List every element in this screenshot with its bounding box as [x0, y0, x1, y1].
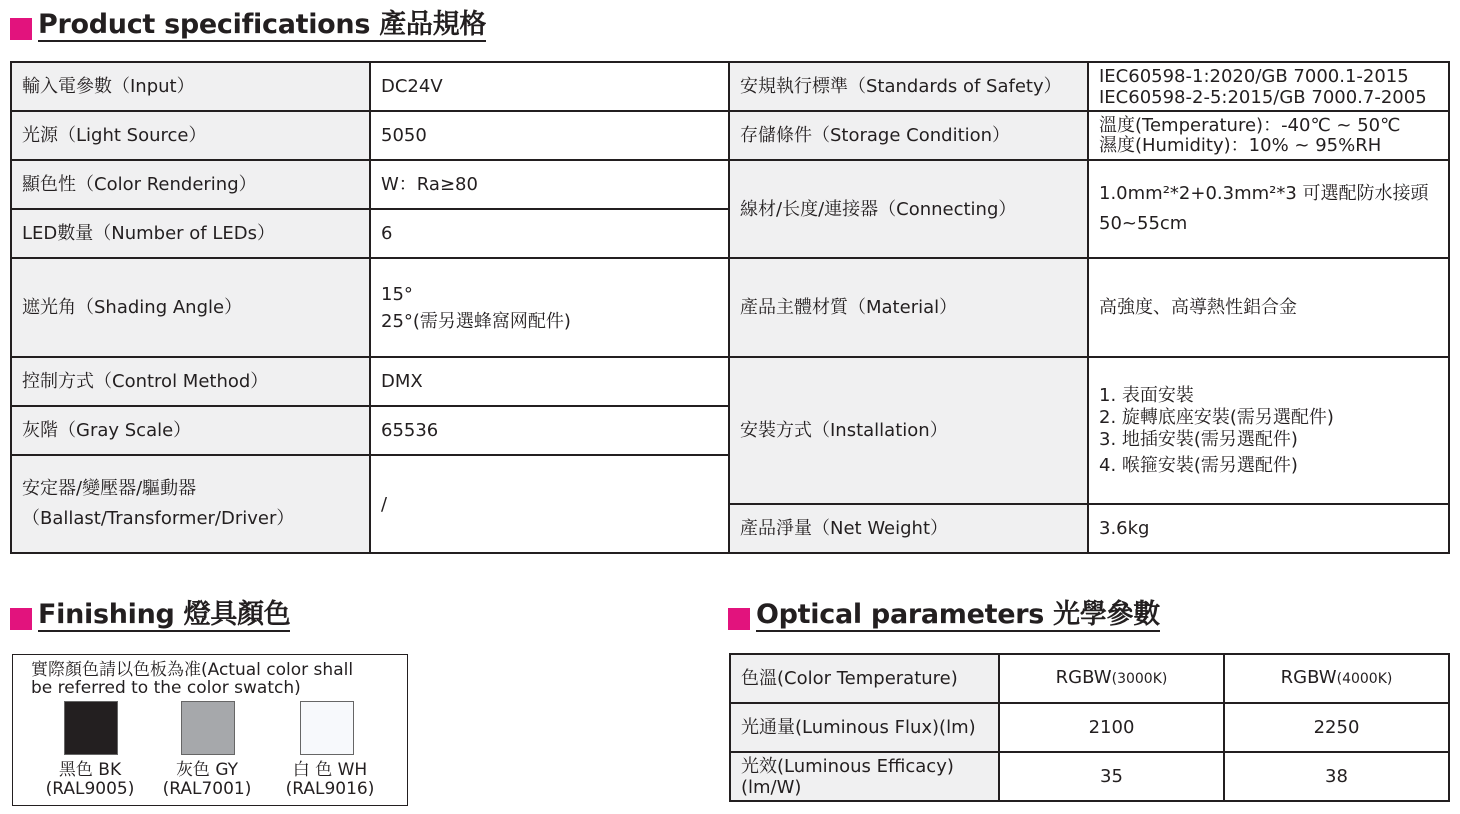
control-method-value: DMX — [370, 357, 729, 406]
luminous-flux-label: 光通量(Luminous Flux)(lm) — [730, 703, 999, 752]
swatch-black — [64, 701, 118, 755]
connecting-value-line: 50~55cm — [1099, 213, 1188, 234]
shading-angle-value-line: 25°(需另選蜂窩网配件) — [381, 310, 571, 332]
swatch-label-black — [35, 761, 145, 799]
swatch-gray — [181, 701, 235, 755]
safety-value — [1088, 62, 1449, 111]
finishing-heading — [10, 600, 290, 632]
column-header-suffix: (4000K) — [1336, 671, 1393, 687]
control-method-label: 控制方式（Control Method） — [11, 357, 370, 406]
optical-table — [729, 653, 1450, 802]
column-header-prefix: RGBW — [1055, 667, 1112, 688]
finishing-note-line: 實際顏色請以色板為准(Actual color shall — [31, 660, 354, 680]
column-header-suffix: (3000K) — [1111, 671, 1168, 687]
finishing-note-line: be referred to the color swatch) — [31, 678, 301, 698]
swatch-white — [300, 701, 354, 755]
driver-value: / — [370, 455, 729, 553]
storage-value — [1088, 111, 1449, 160]
gray-scale-value: 65536 — [370, 406, 729, 455]
finishing-note — [31, 661, 391, 697]
swatch-label-gray — [152, 761, 262, 799]
installation-line: 3. 地插安裝(需另選配件) — [1099, 428, 1298, 450]
column-header-3000k — [999, 654, 1224, 703]
storage-value-line: 濕度(Humidity)：10% ~ 95%RH — [1099, 134, 1382, 156]
installation-line: 1. 表面安裝 — [1099, 384, 1194, 406]
shading-angle-value-line: 15° — [381, 283, 413, 305]
storage-value-line: 溫度(Temperature)：-40℃ ~ 50℃ — [1099, 114, 1401, 136]
connecting-value — [1088, 160, 1449, 258]
accent-square-icon — [10, 18, 32, 40]
safety-value-line: IEC60598-2-5:2015/GB 7000.7-2005 — [1099, 86, 1427, 108]
input-label: 輸入電參數（Input） — [11, 62, 370, 111]
swatch-name: 白 色 WH — [292, 760, 368, 780]
material-label: 產品主體材質（Material） — [729, 258, 1088, 357]
column-header-4000k — [1224, 654, 1449, 703]
luminous-efficacy-3000k: 35 — [999, 752, 1224, 801]
swatch-name: 黑色 BK — [58, 760, 122, 780]
color-rendering-value: W：Ra≥80 — [370, 160, 729, 209]
finishing-heading-text: Finishing 燈具顏色 — [38, 599, 291, 630]
luminous-flux-3000k: 2100 — [999, 703, 1224, 752]
shading-angle-label: 遮光角（Shading Angle） — [11, 258, 370, 357]
net-weight-value: 3.6kg — [1088, 504, 1449, 553]
storage-label: 存儲條件（Storage Condition） — [729, 111, 1088, 160]
gray-scale-label: 灰階（Gray Scale） — [11, 406, 370, 455]
driver-label-line: 安定器/變壓器/驅動器 — [22, 478, 197, 499]
input-value: DC24V — [370, 62, 729, 111]
optical-heading — [728, 600, 1160, 632]
material-value: 高強度、高導熱性鋁合金 — [1088, 258, 1449, 357]
luminous-efficacy-4000k: 38 — [1224, 752, 1449, 801]
net-weight-label: 產品淨量（Net Weight） — [729, 504, 1088, 553]
optical-heading-text: Optical parameters 光學參數 — [756, 599, 1160, 630]
installation-value — [1088, 357, 1449, 504]
light-source-value: 5050 — [370, 111, 729, 160]
swatch-name: 灰色 GY — [175, 760, 239, 780]
number-of-leds-value: 6 — [370, 209, 729, 258]
shading-angle-value — [370, 258, 729, 357]
specs-heading — [10, 10, 486, 42]
swatch-code: (RAL7001) — [162, 779, 252, 799]
luminous-flux-4000k: 2250 — [1224, 703, 1449, 752]
safety-value-line: IEC60598-1:2020/GB 7000.1-2015 — [1099, 65, 1409, 87]
installation-line: 2. 旋轉底座安裝(需另選配件) — [1099, 406, 1334, 428]
swatch-code: (RAL9016) — [285, 779, 375, 799]
swatch-code: (RAL9005) — [45, 779, 135, 799]
light-source-label: 光源（Light Source） — [11, 111, 370, 160]
color-temperature-label: 色溫(Color Temperature) — [730, 654, 999, 703]
swatch-label-white — [275, 761, 385, 799]
installation-label: 安裝方式（Installation） — [729, 357, 1088, 504]
accent-square-icon — [10, 608, 32, 630]
luminous-efficacy-label: 光效(Luminous Efficacy)(lm/W) — [730, 752, 999, 801]
driver-label-line: （Ballast/Transformer/Driver） — [22, 508, 295, 529]
accent-square-icon — [728, 608, 750, 630]
color-rendering-label: 顯色性（Color Rendering） — [11, 160, 370, 209]
specs-heading-text: Product specifications 產品規格 — [38, 9, 487, 40]
number-of-leds-label: LED數量（Number of LEDs） — [11, 209, 370, 258]
specs-table — [10, 61, 1450, 554]
connecting-value-line: 1.0mm²*2+0.3mm²*3 可選配防水接頭 — [1099, 183, 1429, 204]
connecting-label: 線材/长度/連接器（Connecting） — [729, 160, 1088, 258]
installation-line: 4. 喉箍安裝(需另選配件) — [1099, 454, 1298, 476]
driver-label — [11, 455, 370, 553]
finishing-box — [12, 654, 408, 806]
column-header-prefix: RGBW — [1280, 667, 1337, 688]
safety-label: 安規執行標準（Standards of Safety） — [729, 62, 1088, 111]
